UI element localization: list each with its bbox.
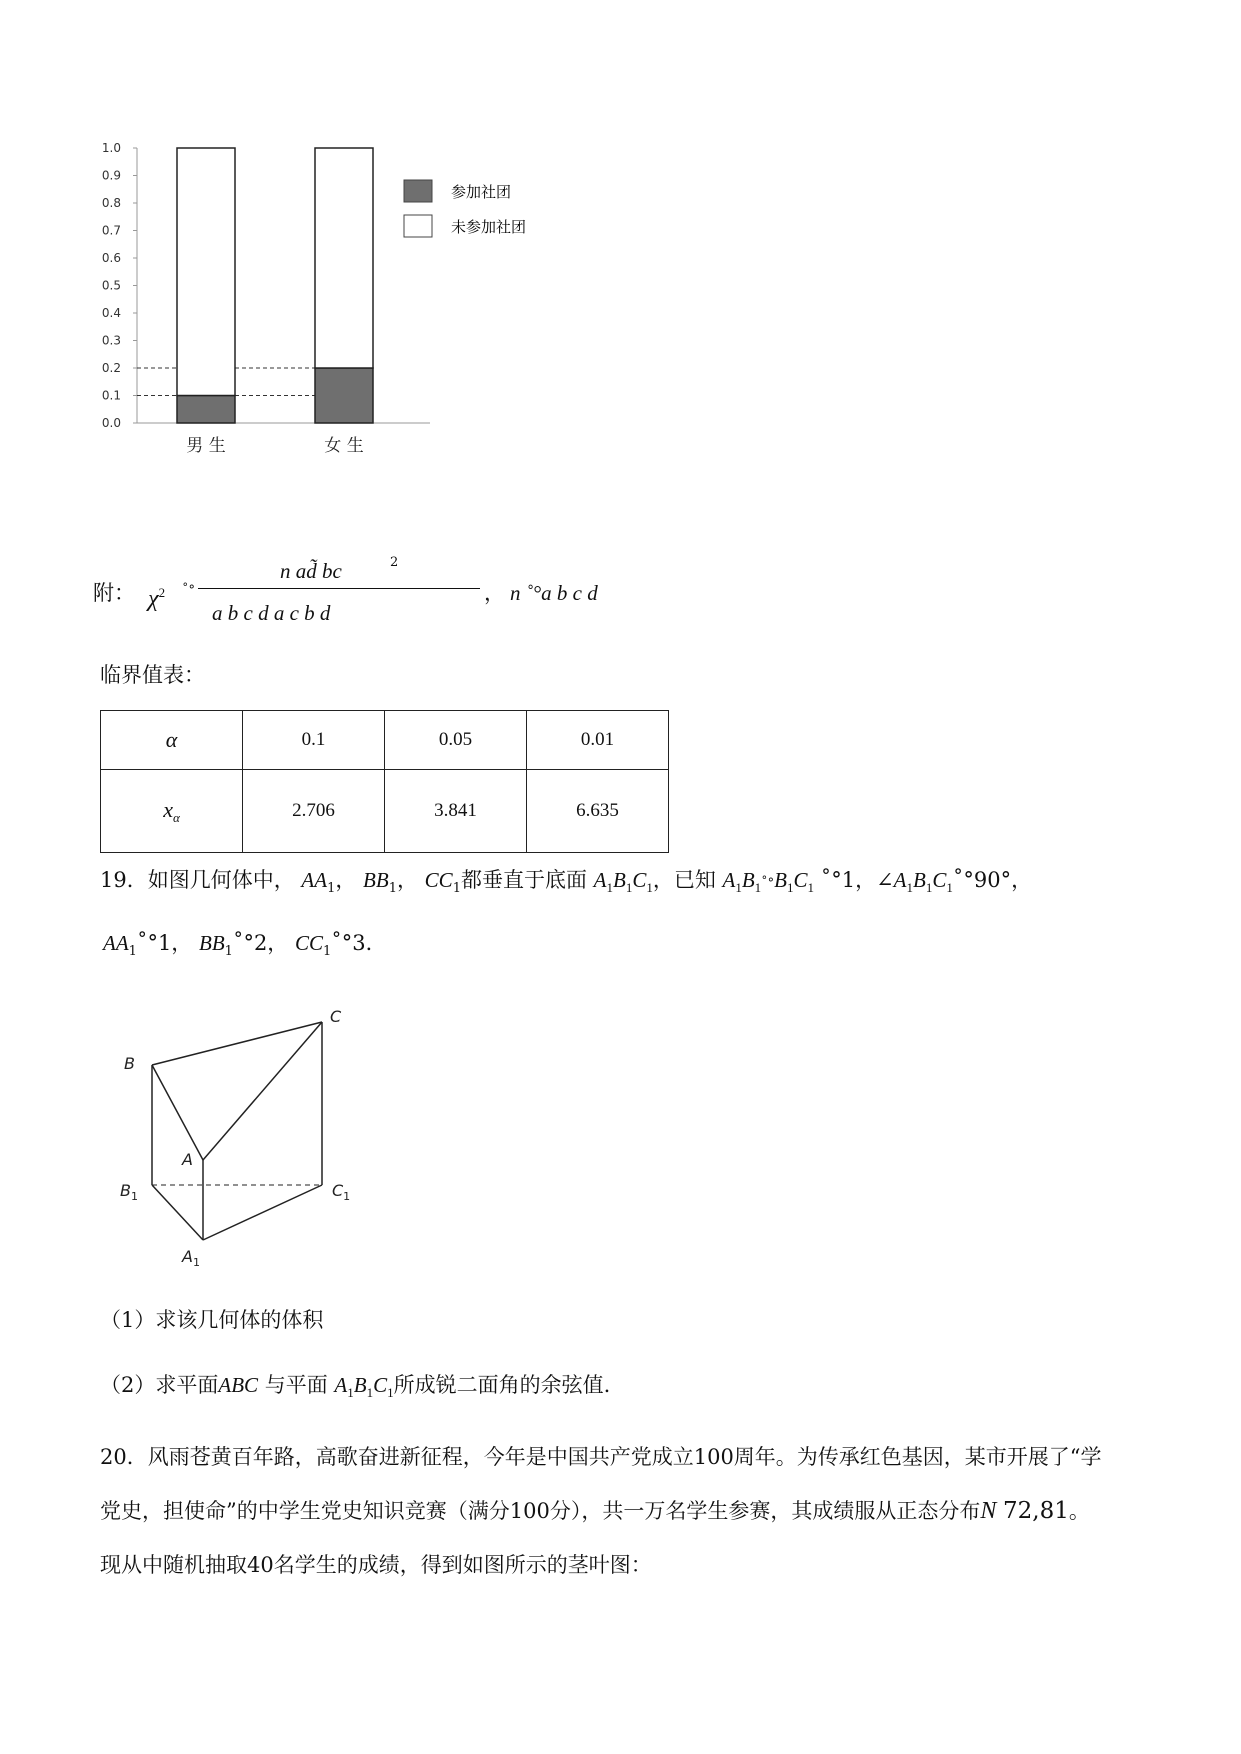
letter: A	[722, 868, 736, 892]
table-cell: 6.635	[527, 770, 669, 853]
formula-eq-glyph: ˚°	[182, 583, 195, 598]
formula-chi	[148, 578, 165, 614]
part2-ask: 所成锐二面角的余弦值.	[393, 1373, 611, 1397]
seg-b1c1	[774, 868, 815, 895]
part2-with: 与平面	[264, 1373, 328, 1397]
letter: A	[182, 1247, 193, 1266]
label-c1	[332, 1181, 350, 1203]
comma: ，	[335, 868, 357, 892]
label-b: B	[124, 1054, 135, 1073]
sub: 1	[787, 880, 794, 895]
plane-abc: ABC	[218, 1373, 259, 1397]
legend-label-not-joined: 未参加社团	[451, 218, 527, 236]
letter: B	[612, 868, 626, 892]
formula-denominator: a b c d a c b d	[212, 601, 331, 625]
y-tick-label: 0.0	[101, 416, 121, 430]
seg-aa: AA	[103, 931, 129, 955]
legend-swatch-not-joined	[404, 215, 432, 237]
q19-known: ，已知	[652, 868, 716, 892]
period: 。	[1068, 1499, 1090, 1523]
bb-value: ˚°2，	[232, 931, 289, 955]
alpha-subscript: α	[172, 809, 180, 825]
q19-intro: 19．如图几何体中，	[100, 868, 295, 892]
formula-num-exp: 2	[390, 555, 399, 570]
sub: 1	[452, 881, 461, 896]
sub: 1	[128, 944, 137, 959]
q19-part1: （1）求该几何体的体积	[100, 1308, 324, 1332]
aa-value: ˚°1，	[136, 931, 193, 955]
label-c: C	[330, 1007, 342, 1026]
formula-comma: ，	[484, 581, 505, 605]
letter: C	[932, 868, 947, 892]
y-tick-label: 1.0	[101, 141, 121, 155]
sub: 1	[366, 1385, 374, 1400]
sub: 1	[925, 880, 933, 895]
y-tick-label: 0.9	[101, 168, 121, 183]
chi-square-exp: 2	[158, 585, 166, 600]
sub: 1	[807, 880, 815, 895]
y-tick-label: 0.7	[101, 223, 121, 238]
sub: 1	[327, 881, 336, 896]
bar-segment	[177, 396, 235, 424]
letter: B	[120, 1181, 131, 1200]
seg-a1b1	[722, 868, 762, 895]
letter: A	[334, 1373, 348, 1397]
bar-segment	[315, 368, 373, 423]
table-row	[101, 770, 669, 853]
letter: C	[332, 1181, 344, 1200]
letter: B	[353, 1373, 367, 1397]
sub: 1	[388, 881, 397, 896]
sub: 1	[130, 1190, 138, 1203]
table-row	[101, 711, 669, 770]
x-symbol: x	[163, 796, 173, 822]
legend-label-joined: 参加社团	[451, 183, 512, 201]
critical-value-table	[100, 710, 669, 853]
y-tick-label: 0.5	[101, 278, 121, 293]
q19-right-angle: ˚°90°，	[952, 868, 1033, 892]
letter: B	[774, 868, 787, 892]
seg-aa: AA	[301, 868, 328, 892]
letter: B	[741, 868, 755, 892]
plane-a1b1c1	[593, 868, 653, 895]
sub: 1	[192, 1256, 200, 1269]
q19-line1	[100, 865, 1032, 904]
bar-segment	[177, 148, 235, 396]
q19-part2	[100, 1370, 610, 1408]
normal-n: N	[980, 1498, 997, 1524]
q20-line3: 现从中随机抽取40名学生的成绩，得到如图所示的茎叶图：	[100, 1553, 652, 1577]
sub: 1	[347, 1385, 354, 1400]
y-tick-label: 0.4	[101, 306, 121, 320]
table-cell: α	[101, 711, 243, 770]
eq-glyph: ˚°	[761, 876, 775, 891]
bar-segment	[315, 148, 373, 368]
comma: ，	[396, 868, 418, 892]
geometry-diagram	[110, 1000, 370, 1290]
letter: B	[913, 868, 926, 892]
sub: 1	[323, 944, 332, 959]
seg-cc: CC	[295, 931, 324, 955]
label-a1	[181, 1247, 200, 1269]
legend-swatch-joined	[404, 180, 432, 202]
y-tick-label: 0.3	[101, 333, 121, 348]
x-category-label: 男 生	[186, 436, 226, 456]
q20-text: 党史，担使命”的中学生党史知识竞赛（满分100分），共一万名学生参赛，其成绩服从正态分布	[100, 1499, 981, 1523]
q19-angle: ˚°1，∠	[820, 868, 894, 892]
q19-line2	[103, 928, 387, 967]
sub: 1	[735, 880, 742, 895]
angle-a1b1c1	[893, 868, 953, 895]
seg-bb: BB	[199, 931, 225, 955]
y-tick-label: 0.6	[101, 251, 121, 265]
letter: A	[893, 868, 907, 892]
sub: 1	[946, 880, 953, 895]
sub: 1	[606, 880, 613, 895]
sub: 1	[343, 1190, 351, 1203]
sub: 1	[224, 944, 233, 959]
cc-value: ˚°3．	[331, 931, 387, 955]
plane-a1b1c1	[334, 1373, 394, 1400]
sub: 1	[625, 880, 633, 895]
formula-n-def: n ˚°a b c d	[510, 581, 598, 605]
q19-perp-text: 都垂直于底面	[460, 868, 587, 892]
critical-table-label: 临界值表：	[100, 663, 205, 687]
chi-symbol: χ	[148, 586, 159, 612]
q20-line1: 20．风雨苍黄百年路，高歌奋进新征程，今年是中国共产党成立100周年。为传承红色基因，某市开展了“学	[100, 1445, 1102, 1469]
y-tick-label: 0.1	[101, 388, 121, 403]
letter: C	[632, 868, 647, 892]
normal-params: 72,81	[1003, 1498, 1069, 1524]
table-cell: 0.05	[385, 711, 527, 770]
label-b1	[120, 1181, 138, 1203]
formula-prefix: 附：	[93, 581, 135, 605]
sub: 1	[906, 880, 913, 895]
table-cell	[101, 770, 243, 853]
formula-numerator: n ad̃ bc	[280, 559, 342, 583]
part2-intro: （2）求平面	[100, 1373, 219, 1397]
letter: A	[593, 868, 607, 892]
y-tick-label: 0.8	[101, 196, 121, 210]
letter: C	[793, 868, 808, 892]
q20-line2	[100, 1496, 1090, 1526]
table-cell: 3.841	[385, 770, 527, 853]
y-tick-label: 0.2	[101, 361, 121, 375]
stacked-bar-chart	[95, 140, 655, 520]
seg-cc: CC	[424, 868, 453, 892]
sub: 1	[646, 880, 653, 895]
seg-bb: BB	[363, 868, 389, 892]
sub: 1	[387, 1385, 394, 1400]
table-cell: 0.1	[243, 711, 385, 770]
label-a: A	[182, 1150, 193, 1169]
x-category-label: 女 生	[324, 436, 364, 456]
table-cell: 0.01	[527, 711, 669, 770]
table-cell: 2.706	[243, 770, 385, 853]
letter: C	[373, 1373, 388, 1397]
sub: 1	[754, 880, 762, 895]
fraction-bar	[198, 588, 480, 589]
